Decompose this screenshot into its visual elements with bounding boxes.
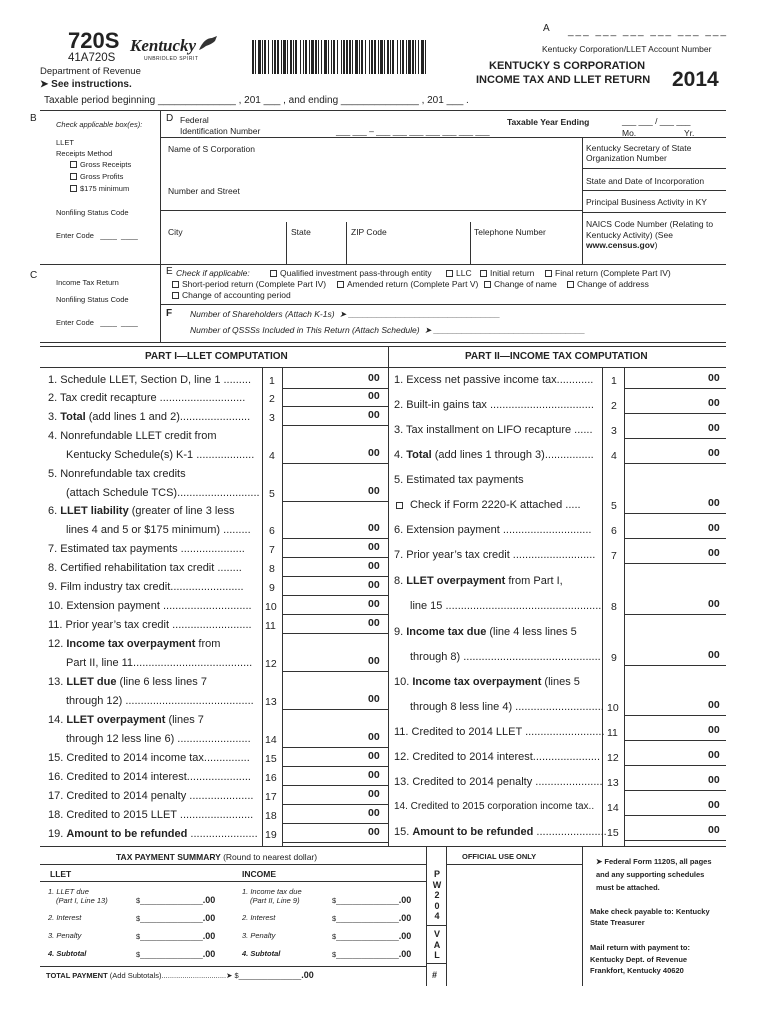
part2-amount-cents[interactable]: 00 (708, 397, 720, 409)
part2-amount-cents[interactable]: 00 (708, 649, 720, 661)
year-label: Yr. (684, 128, 695, 138)
summary-title: TAX PAYMENT SUMMARY (Round to nearest dollar) (116, 852, 318, 862)
part1-line-label: 2. Tax credit recapture ............................ (48, 392, 246, 404)
income-summary-amount[interactable]: $_______________.00 (332, 931, 412, 941)
summary-llet: LLET (50, 869, 72, 879)
part2-line-number: 8 (611, 601, 617, 613)
part2-line-number: 7 (611, 550, 617, 562)
part1-line-label: through 12) .......................................... (66, 695, 254, 707)
street-field[interactable]: Number and Street (168, 186, 240, 196)
part1-line-number: 7 (269, 544, 275, 556)
title-line-1: KENTUCKY S CORPORATION (489, 60, 646, 72)
final-return-checkbox[interactable]: Final return (Complete Part IV) (545, 268, 671, 278)
part2-line-label: 11. Credited to 2014 LLET .......................... (394, 726, 605, 738)
part1-line-number: 9 (269, 582, 275, 594)
part2-amount-cents[interactable]: 00 (708, 799, 720, 811)
federal-id-blanks[interactable]: ___ ___ – ___ ___ ___ ___ ___ ___ ___ (336, 126, 490, 136)
see-instructions: ➤ See instructions. (40, 79, 132, 90)
account-number-blanks[interactable]: ___ ___ ___ ___ ___ ___ (568, 26, 728, 37)
part1-line-number: 4 (269, 450, 275, 462)
part2-line-number: 15 (607, 827, 619, 839)
part1-line-number: 5 (269, 488, 275, 500)
part2-line-label: 2. Built-in gains tax .................................. (394, 399, 594, 411)
part1-line-label: lines 4 and 5 or $175 minimum) ......... (66, 524, 251, 536)
part2-line-number: 1 (611, 375, 617, 387)
llet-summary-amount[interactable]: $_______________.00 (136, 931, 216, 941)
part2-line-label: 3. Tax installment on LIFO recapture ...... (394, 424, 593, 436)
income-summary-amount[interactable]: $_______________.00 (332, 895, 412, 905)
part1-line-number: 19 (265, 829, 277, 841)
part2-line-number: 2 (611, 400, 617, 412)
part1-line-number: 17 (265, 791, 277, 803)
part2-amount-cents[interactable]: 00 (708, 522, 720, 534)
form-2220k-checkbox[interactable] (396, 502, 403, 509)
part1-line-number: 13 (265, 696, 277, 708)
part1-line-label: 19. Amount to be refunded ...................... (48, 828, 258, 840)
part1-line-label: through 12 less line 6) ........................ (66, 733, 251, 745)
part1-amount-cents[interactable]: 00 (368, 655, 380, 667)
kentucky-logo (130, 34, 220, 68)
section-d-letter: D (166, 113, 174, 124)
logo-wordmark: Kentucky (130, 36, 197, 55)
part1-line-number: 18 (265, 810, 277, 822)
llet-due-label: 1. LLET due (48, 887, 89, 896)
federal-note: ➤ Federal Form 1120S, all pages and any supporting schedules must be attached. (596, 857, 712, 892)
part2-title: PART II—INCOME TAX COMPUTATION (465, 351, 648, 362)
summary-income: INCOME (242, 869, 276, 879)
minimum-checkbox[interactable]: $175 minimum (70, 184, 129, 193)
accounting-change-checkbox[interactable]: Change of accounting period (172, 290, 291, 300)
part1-line-label: 1. Schedule LLET, Section D, line 1 ......... (48, 374, 252, 386)
part1-line-label: Part II, line 11....................................... (66, 657, 253, 669)
official-use-only: OFFICIAL USE ONLY (462, 852, 537, 861)
taxable-year-ending: Taxable Year Ending (507, 117, 590, 127)
part1-line-number: 1 (269, 375, 275, 387)
part1-line-number: 3 (269, 412, 275, 424)
income-due-ref: (Part II, Line 9) (250, 896, 300, 905)
part2-amount-cents[interactable]: 00 (708, 824, 720, 836)
taxable-period[interactable]: Taxable period beginning ______________ , 201 ___ , and ending ______________ , 201 ___ . (44, 95, 469, 106)
state-date-field[interactable]: State and Date of Incorporation (586, 176, 705, 186)
part1-amount-cents[interactable]: 00 (368, 409, 380, 421)
part2-line-label: 12. Credited to 2014 interest...................... (394, 751, 601, 763)
part2-line-label: 5. Estimated tax payments (394, 474, 524, 486)
part1-amount-cents[interactable]: 00 (368, 485, 380, 497)
part2-amount-cents[interactable]: 00 (708, 422, 720, 434)
form-code: 41A720S (68, 52, 116, 64)
part2-line-number: 12 (607, 752, 619, 764)
part1-line-number: 15 (265, 753, 277, 765)
llc-checkbox[interactable]: LLC (446, 268, 472, 278)
amended-checkbox[interactable]: Amended return (Complete Part V) (337, 279, 478, 289)
part2-line-label: 10. Income tax overpayment (lines 5 (394, 676, 580, 688)
check-if-applicable: Check if applicable: (176, 268, 250, 278)
part2-line-number: 4 (611, 450, 617, 462)
part1-line-label: 11. Prior year’s tax credit .......................... (48, 619, 252, 631)
gross-receipts-checkbox[interactable]: Gross Receipts (70, 160, 131, 169)
state-field[interactable]: State (291, 227, 311, 237)
barcode (252, 40, 430, 74)
income-subtotal-label: 4. Subtotal (242, 949, 281, 958)
enter-code-b[interactable]: Enter Code ____ ____ (56, 231, 138, 240)
part2-amount-cents[interactable]: 00 (708, 749, 720, 761)
part1-line-label: 12. Income tax overpayment from (48, 638, 221, 650)
part1-line-label: 10. Extension payment ............................. (48, 600, 252, 612)
principal-activity-field[interactable]: Principal Business Activity in KY (586, 197, 707, 207)
section-c-letter: C (30, 270, 38, 281)
part2-amount-cents[interactable]: 00 (708, 598, 720, 610)
part1-line-number: 14 (265, 734, 277, 746)
part1-amount-cents[interactable]: 00 (368, 522, 380, 534)
part1-amount-cents[interactable]: 00 (368, 788, 380, 800)
logo-tagline: UNBRIDLED SPIRIT (144, 56, 199, 62)
part1-line-label: 5. Nonrefundable tax credits (48, 468, 186, 480)
income-summary-amount[interactable]: $_______________.00 (332, 913, 412, 923)
part1-amount-cents[interactable]: 00 (368, 560, 380, 572)
part2-line-label: 14. Credited to 2015 corporation income tax.. (394, 801, 595, 812)
part2-line-number: 5 (611, 500, 617, 512)
mail-note: Mail return with payment to: Kentucky Dept. of Revenue Frankfort, Kentucky 40620 (590, 943, 691, 975)
address-change-checkbox[interactable]: Change of address (567, 279, 649, 289)
account-number-label: Kentucky Corporation/LLET Account Number (542, 44, 712, 54)
naics-field[interactable]: NAICS Code Number (Relating to Kentucky Activity) (See www.census.gov) (586, 219, 714, 250)
form-number: 720S (68, 28, 120, 53)
gross-profits-checkbox[interactable]: Gross Profits (70, 172, 123, 181)
corp-name-field[interactable]: Name of S Corporation (168, 144, 255, 154)
part1-line-label: 4. Nonrefundable LLET credit from (48, 430, 217, 442)
part2-line-label: Check if Form 2220-K attached ..... (410, 499, 581, 511)
part1-line-label: 8. Certified rehabilitation tax credit ........ (48, 562, 242, 574)
part2-line-label: 4. Total (add lines 1 through 3)................ (394, 449, 594, 461)
section-f-letter: F (166, 308, 173, 319)
part2-line-number: 3 (611, 425, 617, 437)
part1-line-number: 10 (265, 601, 277, 613)
month-label: Mo. (622, 128, 637, 138)
llet-subtotal-label: 4. Subtotal (48, 949, 87, 958)
part1-amount-cents[interactable]: 00 (368, 372, 380, 384)
pw204-vertical: P W 2 0 4 (432, 869, 442, 921)
part2-line-label: through 8 less line 4) ............................. (410, 701, 604, 713)
part1-amount-cents[interactable]: 00 (368, 693, 380, 705)
part2-line-label: 8. LLET overpayment from Part I, (394, 575, 563, 587)
part2-amount-cents[interactable]: 00 (708, 447, 720, 459)
enter-code-c[interactable]: Enter Code ____ ____ (56, 318, 138, 327)
part1-line-label: 6. LLET liability (greater of line 3 less (48, 505, 235, 517)
part2-line-number: 11 (607, 727, 618, 739)
part2-amount-cents[interactable]: 00 (708, 497, 720, 509)
income-penalty-label: 3. Penalty (242, 931, 276, 940)
part2-line-label: 7. Prior year’s tax credit ........................... (394, 549, 596, 561)
part1-line-label: 9. Film industry tax credit........................ (48, 581, 244, 593)
part1-line-number: 11 (265, 620, 276, 632)
arrow-right-icon: ➤ (596, 857, 603, 866)
part2-amount-cents[interactable]: 00 (708, 547, 720, 559)
part1-line-number: 8 (269, 563, 275, 575)
llet-summary-amount[interactable]: $_______________.00 (136, 895, 216, 905)
llet-penalty-label: 3. Penalty (48, 931, 82, 940)
llet-summary-amount[interactable]: $_______________.00 (136, 949, 216, 959)
part2-amount-cents[interactable]: 00 (708, 699, 720, 711)
receipts-method: Receipts Method (56, 149, 113, 158)
part1-line-label: 7. Estimated tax payments ..................... (48, 543, 245, 555)
part1-line-label: 15. Credited to 2014 income tax............... (48, 752, 250, 764)
part2-line-label: 13. Credited to 2014 penalty ...................... (394, 776, 603, 788)
part1-line-label: Kentucky Schedule(s) K-1 ................... (66, 449, 255, 461)
part1-amount-cents[interactable]: 00 (368, 750, 380, 762)
qipe-checkbox[interactable]: Qualified investment pass-through entity (270, 268, 432, 278)
taxable-year-blanks[interactable]: ___ ___ / ___ ___ (622, 116, 691, 126)
part1-amount-cents[interactable]: 00 (368, 447, 380, 459)
section-b-letter: B (30, 113, 37, 124)
check-applicable: Check applicable box(es): (56, 120, 143, 129)
qsss-field[interactable]: Number of QSSSs Included in This Return (Attach Schedule) ➤ ________________________________ (190, 325, 586, 335)
part1-line-label: 14. LLET overpayment (lines 7 (48, 714, 204, 726)
part2-line-label: 15. Amount to be refunded ....................... (394, 826, 607, 838)
part1-amount-cents[interactable]: 00 (368, 731, 380, 743)
part1-amount-cents[interactable]: 00 (368, 617, 380, 629)
part1-amount-cents[interactable]: 00 (368, 807, 380, 819)
nonfiling-status-c: Nonfiling Status Code (56, 295, 129, 304)
nonfiling-status-b: Nonfiling Status Code (56, 208, 129, 217)
part2-amount-cents[interactable]: 00 (708, 372, 720, 384)
val-vertical: V A L (433, 929, 441, 960)
department: Department of Revenue (40, 66, 141, 77)
part1-line-number: 2 (269, 393, 275, 405)
arrow-right-icon: ➤ (40, 79, 49, 90)
part1-amount-cents[interactable]: 00 (368, 826, 380, 838)
part1-line-number: 12 (265, 658, 277, 670)
total-payment[interactable]: TOTAL PAYMENT (Add Subtotals)...............................➤ $_______________.00 (46, 970, 314, 980)
barcode-bars (252, 40, 430, 74)
telephone-field[interactable]: Telephone Number (474, 227, 546, 237)
part2-amount-cents[interactable]: 00 (708, 724, 720, 736)
part2-line-label: line 15 ................................................... (410, 600, 602, 612)
llet-label: LLET (56, 138, 74, 147)
box-a-letter: A (543, 23, 550, 34)
part2-line-number: 6 (611, 525, 617, 537)
name-change-checkbox[interactable]: Change of name (484, 279, 557, 289)
hash-vertical: # (432, 970, 438, 980)
part1-line-label: 3. Total (add lines 1 and 2)....................... (48, 411, 251, 423)
short-period-checkbox[interactable]: Short-period return (Complete Part IV) (172, 279, 326, 289)
title-line-2: INCOME TAX AND LLET RETURN (476, 74, 651, 86)
horse-icon (196, 34, 220, 56)
part2-line-number: 14 (607, 802, 619, 814)
part1-amount-cents[interactable]: 00 (368, 579, 380, 591)
initial-return-checkbox[interactable]: Initial return (480, 268, 534, 278)
part1-amount-cents[interactable]: 00 (368, 598, 380, 610)
part1-line-number: 6 (269, 525, 275, 537)
part2-amount-cents[interactable]: 00 (708, 774, 720, 786)
federal-label: Federal (180, 115, 209, 125)
part2-line-number: 9 (611, 652, 617, 664)
income-due-label: 1. Income tax due (242, 887, 302, 896)
federal-id-label: Identification Number (180, 126, 261, 136)
city-field[interactable]: City (168, 227, 183, 237)
part1-line-label: (attach Schedule TCS)........................... (66, 487, 260, 499)
part1-amount-cents[interactable]: 00 (368, 541, 380, 553)
part2-line-label: 1. Excess net passive income tax............ (394, 374, 594, 386)
zip-field[interactable]: ZIP Code (351, 227, 387, 237)
shareholders-field[interactable]: Number of Shareholders (Attach K-1s) ➤ ________________________________ (190, 309, 501, 319)
part2-line-label: through 8) ............................................. (410, 651, 601, 663)
part1-line-number: 16 (265, 772, 277, 784)
ky-sos-field[interactable]: Kentucky Secretary of State Organization Number (586, 143, 692, 163)
income-tax-return: Income Tax Return (56, 278, 119, 287)
part2-line-label: 6. Extension payment ............................. (394, 524, 592, 536)
part1-line-label: 13. LLET due (line 6 less lines 7 (48, 676, 207, 688)
part1-title: PART I—LLET COMPUTATION (145, 351, 288, 362)
part2-line-label: 9. Income tax due (line 4 less lines 5 (394, 626, 577, 638)
part1-amount-cents[interactable]: 00 (368, 390, 380, 402)
part2-line-number: 13 (607, 777, 619, 789)
tax-year: 2014 (672, 68, 719, 91)
part1-line-label: 18. Credited to 2015 LLET ........................ (48, 809, 254, 821)
income-interest-label: 2. Interest (242, 913, 276, 922)
income-summary-amount[interactable]: $_______________.00 (332, 949, 412, 959)
llet-due-ref: (Part I, Line 13) (56, 896, 108, 905)
payable-note: Make check payable to: Kentucky State Treasurer (590, 907, 710, 927)
part1-amount-cents[interactable]: 00 (368, 769, 380, 781)
part1-line-label: 17. Credited to 2014 penalty ..................... (48, 790, 254, 802)
llet-interest-label: 2. Interest (48, 913, 82, 922)
part2-line-number: 10 (607, 702, 619, 714)
llet-summary-amount[interactable]: $_______________.00 (136, 913, 216, 923)
part1-line-label: 16. Credited to 2014 interest..................... (48, 771, 251, 783)
section-e-letter: E (166, 266, 173, 277)
